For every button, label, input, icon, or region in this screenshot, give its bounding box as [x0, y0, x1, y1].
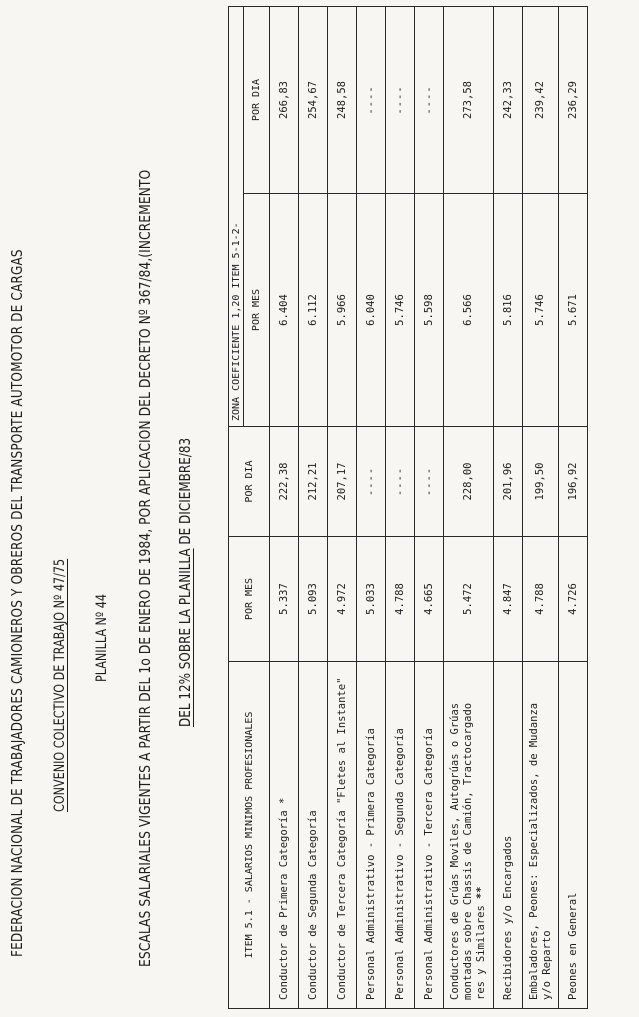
por-dia-value: 228,00: [444, 427, 494, 537]
footnote-marker: **: [475, 886, 487, 900]
zona-mes-value: 6.566: [444, 194, 494, 427]
row-label-line: res y Similares**: [475, 886, 487, 1000]
zona-mes-value: 5.598: [415, 194, 444, 427]
zona-dia-value: ----: [386, 7, 415, 194]
por-dia-value: 201,96: [494, 427, 523, 537]
row-label-line: montadas sobre Chassis de Camión, Tractocargado: [462, 702, 474, 1000]
zona-mes-value: 5.966: [328, 194, 357, 427]
zona-dia-value: 239,42: [523, 7, 559, 194]
scales-description: ESCALAS SALARIALES VIGENTES A PARTIR DEL 1o DE ENERO DE 1984, POR APLICACION DEL DECRETO Nº 367/84,(INCREMENTO: [136, 169, 154, 967]
row-label-line: Embaladores, Peones: Especializados, de Mudanza: [527, 702, 540, 1000]
table-row: [270, 7, 299, 1009]
row-label: Personal Administrativo - Primera Categoría: [357, 662, 386, 1009]
zona-dia-value: 254,67: [299, 7, 328, 194]
por-dia-value: 199,50: [523, 427, 559, 537]
zona-mes-value: 5.746: [386, 194, 415, 427]
row-label: Personal Administrativo - Segunda Categoría: [386, 662, 415, 1009]
row-label-line: Conductores de Grúas Moviles, Autogrúas o Grúas: [449, 702, 461, 1000]
zona-dia-value: ----: [415, 7, 444, 194]
table-row: [328, 7, 357, 1009]
table-row: [559, 7, 588, 1009]
table-row: [415, 7, 444, 1009]
item-header: ITEM 5.1 - SALARIOS MINIMOS PROFESIONALES: [229, 662, 270, 1009]
por-mes-value: 4.726: [559, 537, 588, 662]
planilla-number: PLANILLA Nº 44: [94, 593, 110, 682]
table-row: [444, 7, 494, 1009]
zona-dia-value: 242,33: [494, 7, 523, 194]
zona-dia-value: 266,83: [270, 7, 299, 194]
por-mes-value: 4.847: [494, 537, 523, 662]
por-mes-value: 5.472: [444, 537, 494, 662]
salary-table: [228, 6, 588, 1009]
row-label-line: y/o Reparto: [540, 930, 553, 1000]
zona-mes-value: 5.816: [494, 194, 523, 427]
row-label: Conductor de Primera Categoría *: [270, 662, 299, 1009]
zona-mes-value: 6.404: [270, 194, 299, 427]
increment-note-underlined: DEL 12% SOBRE LA PLANILLA: [176, 548, 194, 727]
por-mes-value: 5.093: [299, 537, 328, 662]
zona-dia-value: 248,58: [328, 7, 357, 194]
zona-mes-value: 6.112: [299, 194, 328, 427]
federation-title: FEDERACION NACIONAL DE TRABAJADORES CAMIONEROS Y OBREROS DEL TRANSPORTE AUTOMOTOR DE CARGAS: [8, 249, 26, 957]
table-row: [357, 7, 386, 1009]
por-dia-header: POR DIA: [229, 427, 270, 537]
row-label: Conductor de Tercera Categoría "Fletes al Instante": [328, 662, 357, 1009]
zona-mes-value: 5.671: [559, 194, 588, 427]
table-row: [299, 7, 328, 1009]
por-dia-value: ----: [415, 427, 444, 537]
por-mes-value: 4.665: [415, 537, 444, 662]
por-mes-value: 4.788: [523, 537, 559, 662]
increment-note: [176, 438, 194, 727]
zona-dia-value: 273,58: [444, 7, 494, 194]
zona-por-mes-header: POR MES: [244, 194, 270, 427]
row-label: [523, 662, 559, 1009]
table-row: [494, 7, 523, 1009]
convenio-title: CONVENIO COLECTIVO DE TRABAJO Nº 47/75: [52, 558, 68, 812]
por-dia-value: 222,38: [270, 427, 299, 537]
row-label: Conductor de Segunda Categoría: [299, 662, 328, 1009]
table-row: [386, 7, 415, 1009]
por-mes-value: 5.033: [357, 537, 386, 662]
row-label: [444, 662, 494, 1009]
por-mes-value: 5.337: [270, 537, 299, 662]
zona-mes-value: 6.040: [357, 194, 386, 427]
row-label: Personal Administrativo - Tercera Categoría: [415, 662, 444, 1009]
por-dia-value: 196,92: [559, 427, 588, 537]
zona-dia-value: ----: [357, 7, 386, 194]
por-dia-value: ----: [357, 427, 386, 537]
row-label: Recibidores y/o Encargados: [494, 662, 523, 1009]
zona-header: ZONA COEFICIENTE 1,20 ITEM 5-1-2-: [229, 7, 244, 427]
por-dia-value: ----: [386, 427, 415, 537]
por-dia-value: 212,21: [299, 427, 328, 537]
zona-dia-value: 236,29: [559, 7, 588, 194]
table-row: [523, 7, 559, 1009]
row-label: Peones en General: [559, 662, 588, 1009]
zona-mes-value: 5.746: [523, 194, 559, 427]
por-mes-value: 4.972: [328, 537, 357, 662]
increment-note-rest: DE DICIEMBRE/83: [176, 437, 194, 549]
por-mes-value: 4.788: [386, 537, 415, 662]
zona-por-dia-header: POR DIA: [244, 7, 270, 194]
por-dia-value: 207,17: [328, 427, 357, 537]
por-mes-header: POR MES: [229, 537, 270, 662]
